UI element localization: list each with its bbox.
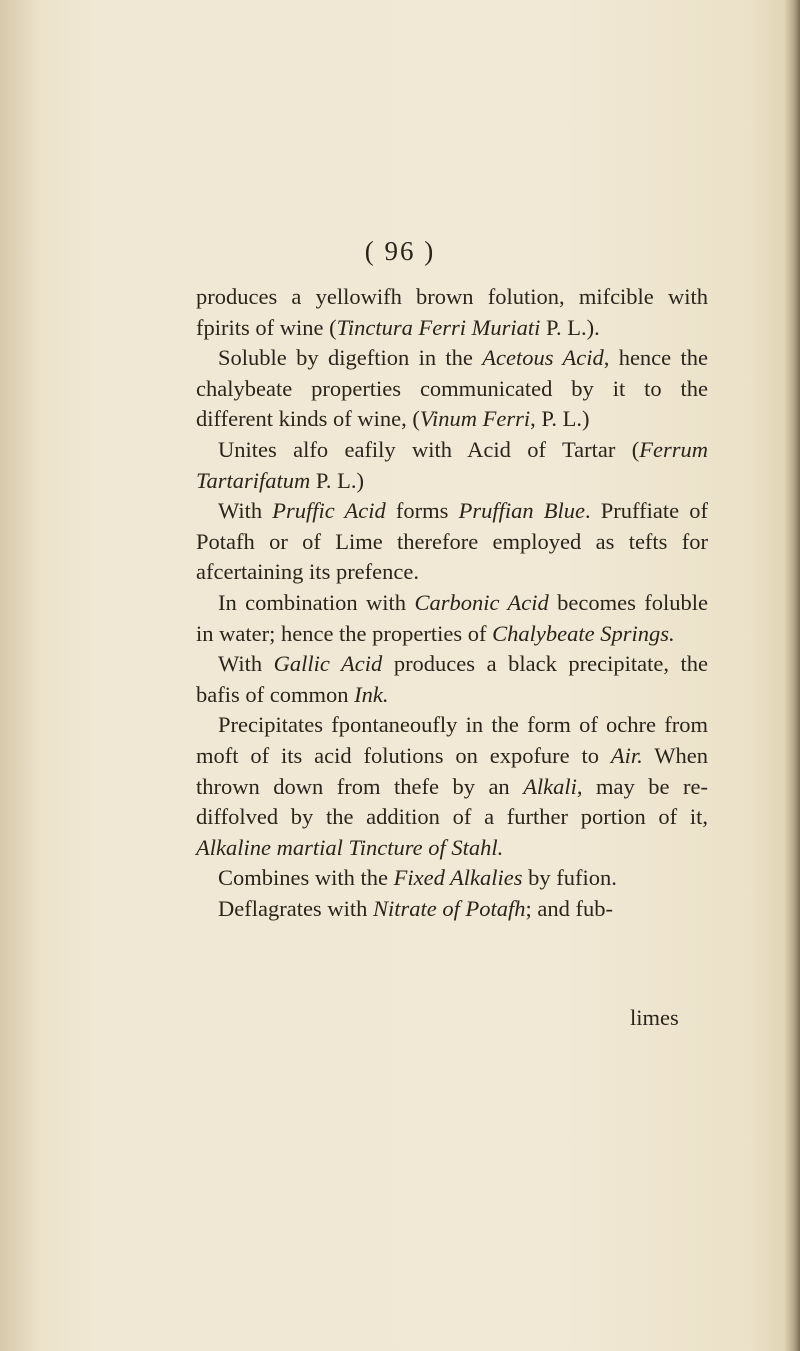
body-text (196, 282, 708, 924)
text-run: Combines with the (218, 865, 394, 891)
italic-run: Ferrum Tartarifatum (196, 436, 708, 493)
text-run: Soluble by digeftion in the (218, 345, 483, 371)
italic-run: Pruffian Blue (458, 498, 585, 524)
italic-run: Chalybeate Springs. (492, 620, 675, 646)
text-run: , may be re-diffolved by the addition of a further portion of it, (196, 773, 708, 830)
text-run: by fufion. (522, 865, 617, 891)
text-run: P. L.). (540, 314, 600, 340)
catchword: limes (630, 1005, 679, 1030)
text-run: , P. L.) (530, 406, 590, 432)
text-run: Deflagrates with (218, 895, 373, 921)
paragraph (196, 435, 708, 496)
text-run: Unites alfo eafily with Acid of Tartar ( (218, 436, 640, 462)
text-run: . Pruffiate of Potafh or of Lime therefore employed as tefts for afcertaining its prefence. (196, 498, 708, 585)
paragraph (196, 588, 708, 649)
italic-run: Alkaline martial Tincture of Stahl. (196, 834, 504, 860)
italic-run: Fixed Alkalies (393, 865, 523, 891)
text-run: With (218, 498, 273, 524)
paragraph (196, 282, 708, 343)
italic-run: Vinum Ferri (419, 406, 531, 432)
italic-run: Alkali (523, 773, 577, 799)
paragraph (196, 343, 708, 435)
italic-run: Acetous Acid (482, 345, 604, 371)
italic-run: Nitrate of Potafh (372, 895, 526, 921)
text-run: becomes foluble in water; hence the properties of (196, 589, 708, 646)
page-binding-edge (784, 0, 800, 1351)
text-run: When thrown down from thefe by an (196, 742, 708, 799)
italic-run: Pruffic Acid (272, 498, 386, 524)
paragraph (196, 863, 708, 894)
text-run: In combination with (218, 589, 415, 615)
italic-run: Gallic Acid (273, 651, 383, 677)
text-run: P. L.) (310, 467, 364, 493)
italic-run: Tinctura Ferri Muriati (336, 314, 541, 340)
page-left-shading (0, 0, 40, 1351)
paragraph (196, 710, 708, 863)
paragraph (196, 496, 708, 588)
text-run: Precipitates fpontaneoufly in the form of ochre from moft of its acid folutions on expofure to (196, 712, 708, 768)
text-run: produces a yellowifh brown folution, mifcible with fpirits of wine ( (196, 284, 708, 340)
text-run: With (218, 651, 274, 677)
italic-run: Carbonic Acid (414, 589, 549, 615)
text-run: , hence the chalybeate properties communicated by it to the different kinds of wine, ( (196, 345, 708, 432)
text-run: ; and fub- (525, 895, 613, 921)
italic-run: Air. (610, 742, 643, 768)
text-run: forms (385, 498, 459, 524)
page-number: ( 96 ) (364, 236, 436, 266)
text-run: produces a black precipitate, the bafis of common (196, 651, 708, 707)
italic-run: Ink. (354, 681, 389, 707)
paragraph (196, 649, 708, 710)
paragraph (196, 894, 708, 925)
